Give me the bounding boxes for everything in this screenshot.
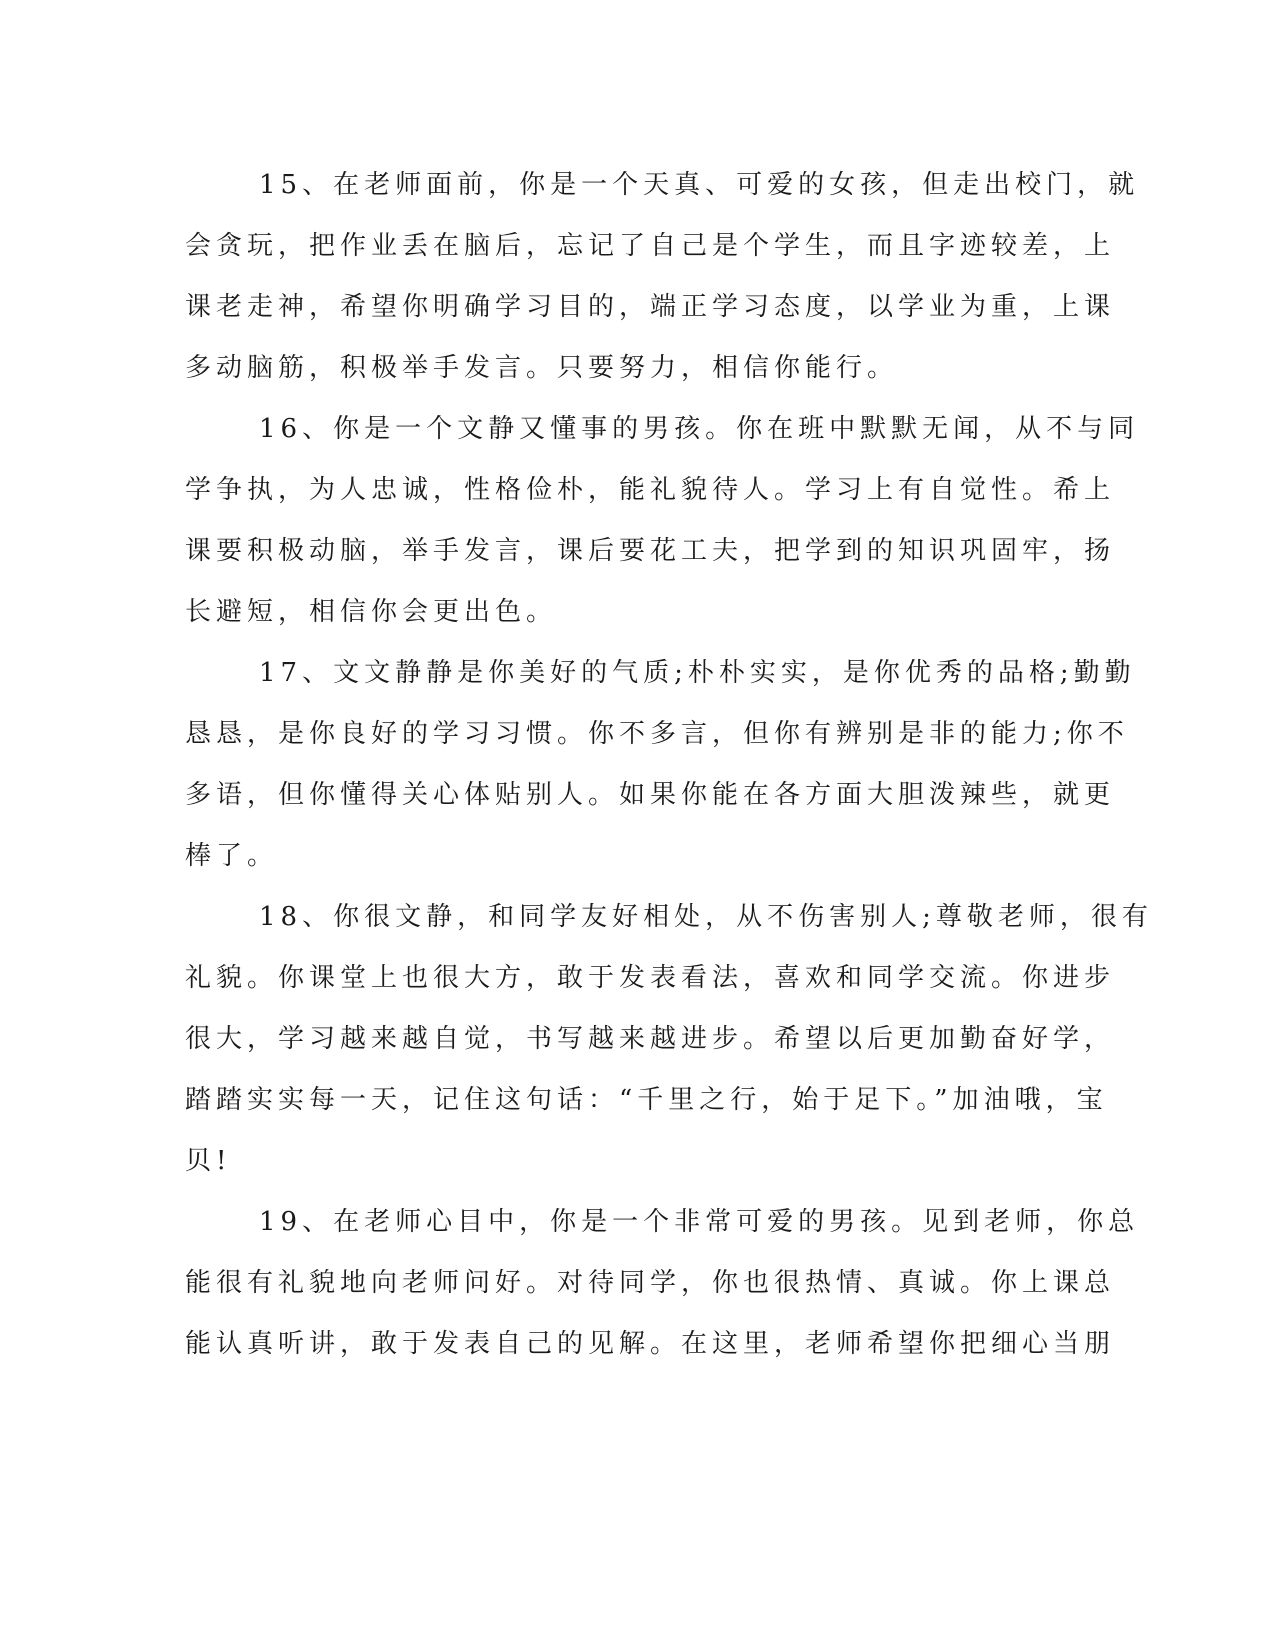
paragraph-line: 能认真听讲，敢于发表自己的见解。在这里，老师希望你把细心当朋 xyxy=(185,1329,1116,1359)
comment-paragraph-16 xyxy=(185,399,1140,643)
paragraph-line: 18、你很文静，和同学友好相处，从不伤害别人;尊敬老师，很有 xyxy=(259,902,1153,932)
paragraph-line: 课老走神，希望你明确学习目的，端正学习态度，以学业为重，上课 xyxy=(185,292,1116,322)
comment-paragraph-18 xyxy=(185,887,1153,1192)
paragraph-line: 19、在老师心目中，你是一个非常可爱的男孩。见到老师，你总 xyxy=(259,1207,1140,1237)
comment-paragraph-19 xyxy=(185,1192,1140,1375)
paragraph-line: 会贪玩，把作业丢在脑后，忘记了自己是个学生，而且字迹较差，上 xyxy=(185,231,1116,261)
paragraph-line: 17、文文静静是你美好的气质;朴朴实实，是你优秀的品格;勤勤 xyxy=(259,658,1136,688)
paragraph-line: 贝! xyxy=(185,1146,232,1176)
paragraph-line: 能很有礼貌地向老师问好。对待同学，你也很热情、真诚。你上课总 xyxy=(185,1268,1116,1298)
paragraph-line: 礼貌。你课堂上也很大方，敢于发表看法，喜欢和同学交流。你进步 xyxy=(185,963,1116,993)
document-body xyxy=(185,155,1153,1375)
comment-paragraph-17 xyxy=(185,643,1136,887)
paragraph-line: 多语，但你懂得关心体贴别人。如果你能在各方面大胆泼辣些，就更 xyxy=(185,780,1116,810)
paragraph-line: 多动脑筋，积极举手发言。只要努力，相信你能行。 xyxy=(185,353,899,383)
comment-paragraph-15 xyxy=(185,155,1140,399)
paragraph-line: 踏踏实实每一天，记住这句话：“千里之行，始于足下。”加油哦，宝 xyxy=(185,1085,1108,1115)
paragraph-line: 学争执，为人忠诚，性格俭朴，能礼貌待人。学习上有自觉性。希上 xyxy=(185,475,1116,505)
paragraph-line: 棒了。 xyxy=(185,841,279,871)
paragraph-line: 长避短，相信你会更出色。 xyxy=(185,597,558,627)
paragraph-line: 很大，学习越来越自觉，书写越来越进步。希望以后更加勤奋好学， xyxy=(185,1024,1116,1054)
paragraph-line: 课要积极动脑，举手发言，课后要花工夫，把学到的知识巩固牢，扬 xyxy=(185,536,1116,566)
paragraph-line: 恳恳，是你良好的学习习惯。你不多言，但你有辨别是非的能力;你不 xyxy=(185,719,1129,749)
paragraph-line: 15、在老师面前，你是一个天真、可爱的女孩，但走出校门，就 xyxy=(259,170,1140,200)
paragraph-line: 16、你是一个文静又懂事的男孩。你在班中默默无闻，从不与同 xyxy=(259,414,1140,444)
